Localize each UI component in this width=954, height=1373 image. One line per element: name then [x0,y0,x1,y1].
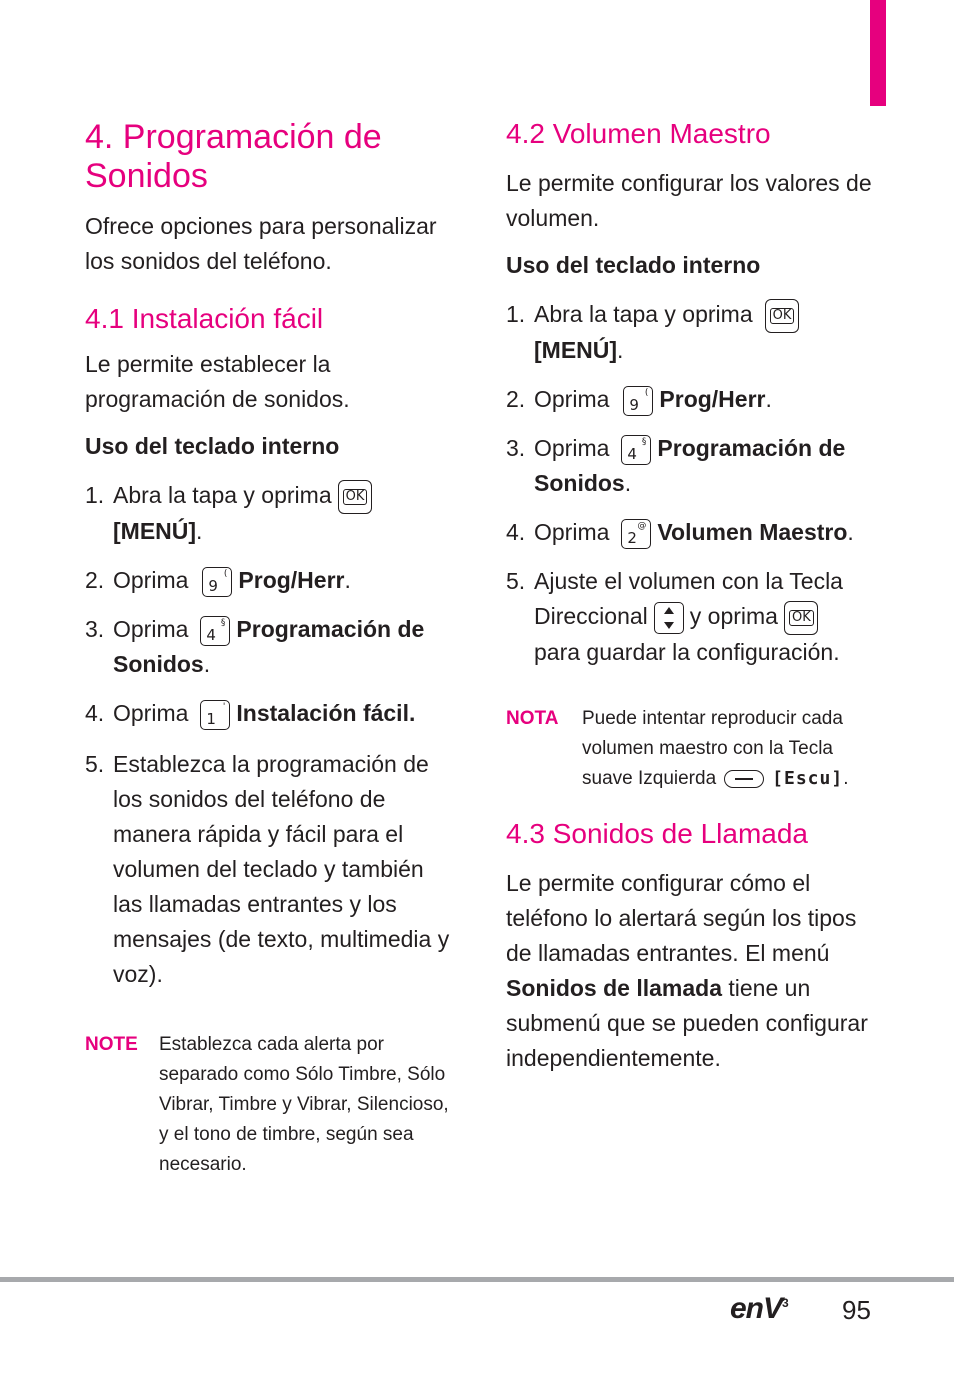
note-4-2 [506,704,876,794]
step-item: 5. Establezca la programación de los sonidos del teléfono de manera rápida y fácil para el volumen del teclado y también las llamadas entrantes y los mensajes (de texto, multimedia y voz). [85,750,450,987]
steps-4-2 [506,297,876,670]
step-item: 4. Oprima 2 @ Volumen Maestro. [506,518,854,547]
key-2-icon: 2 @ [621,519,651,549]
section-tab [870,0,886,106]
left-column [85,118,455,1180]
step-item: 5. Ajuste el volumen con la Tecla Direccional y oprima OK para guardar la configuración. [506,567,843,665]
env-logo: enV$^3$ [730,1292,788,1325]
note-label: NOTE [85,1033,138,1055]
key-4-icon: 4 § [200,616,230,646]
section-heading-4-1: 4.1 Instalación fácil [85,303,324,334]
page-title: 4. Programación de Sonidos [85,118,382,195]
key-1-icon: 1 ' [200,700,230,730]
key-9-icon: 9 ( [202,567,232,597]
steps-4-1 [85,478,455,992]
step-item: 1. Abra la tapa y oprima OK [MENÚ]. [506,297,876,368]
section-heading-4-2: 4.2 Volumen Maestro [506,118,771,149]
intro-text: Ofrece opciones para personalizar los sonidos del teléfono. [85,213,437,274]
note-text: Establezca cada alerta por separado como Sólo Timbre, Sólo Vibrar, Timbre y Vibrar, Silencioso, y el tono de timbre, según sea necesario. [159,1033,449,1175]
section-heading-4-3: 4.3 Sonidos de Llamada [506,817,808,849]
step-item: 2. Oprima 9 ( Prog/Herr. [85,566,351,595]
footer-rule [0,1277,954,1282]
key-4-icon: 4 § [621,435,651,465]
note-4-1 [85,1030,455,1180]
section-desc-4-2: Le permite configurar los valores de volumen. [506,170,872,231]
subheading-4-1: Uso del teclado interno [85,433,340,459]
step-item: 2. Oprima 9 ( Prog/Herr. [506,385,772,414]
note-text: Puede intentar reproducir cada volumen maestro con la Tecla suave Izquierda [Escu]. [582,707,849,789]
key-9-icon: 9 ( [623,386,653,416]
ok-key-icon: OK [338,480,372,514]
left-soft-key-icon [724,770,764,788]
navigation-key-icon [654,602,684,634]
section-desc-4-1: Le permite establecer la programación de sonidos. [85,351,350,412]
step-item: 4. Oprima 1 ' Instalación fácil. [85,699,416,728]
step-item: 3. Oprima 4 § Programación de Sonidos. [85,615,425,677]
section-desc-4-3: Le permite configurar cómo el teléfono lo alertará según los tipos de llamadas entrantes. El menú Sonidos de llamada tiene un submenú que se pueden configurar independientemente. [506,869,868,1071]
step-item: 1. Abra la tapa y oprima OK [MENÚ]. [85,478,455,549]
ok-key-icon: OK [784,601,818,635]
subheading-4-2: Uso del teclado interno [506,252,761,278]
right-column [506,118,876,1076]
step-item: 3. Oprima 4 § Programación de Sonidos. [506,434,846,496]
note-label: NOTA [506,707,559,729]
ok-key-icon: OK [765,299,799,333]
page-number: 95 [842,1295,871,1325]
